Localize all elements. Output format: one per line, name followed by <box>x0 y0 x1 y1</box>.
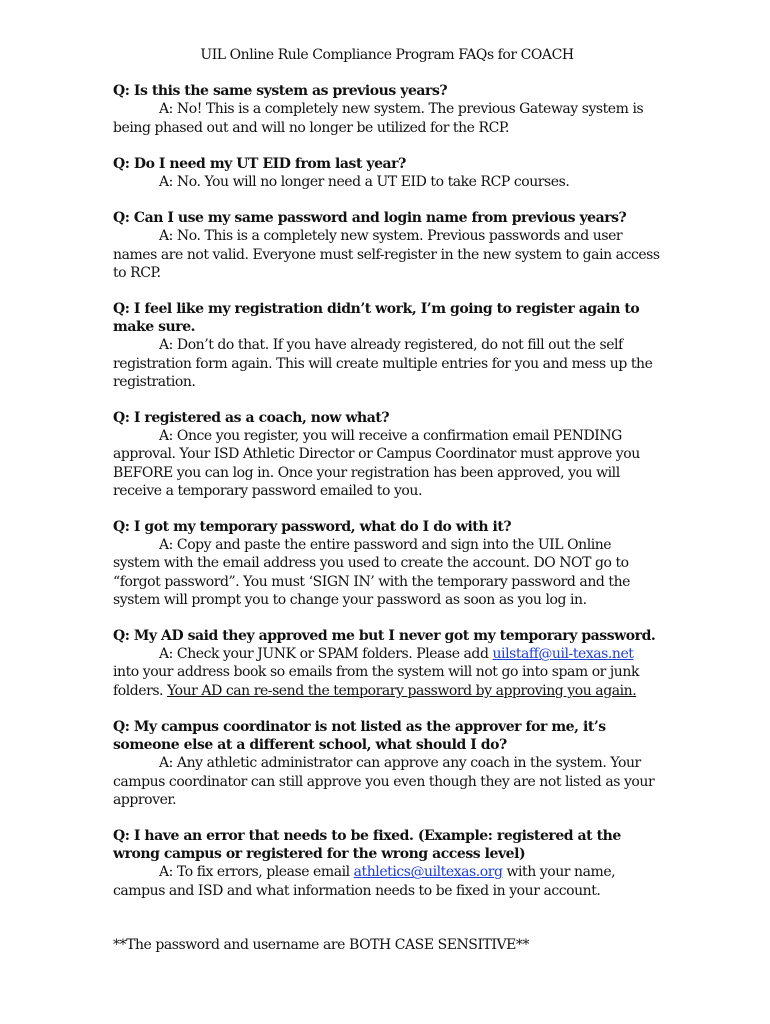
faq-question: Q: Do I need my UT EID from last year? <box>113 155 406 172</box>
faq-question: Q: My AD said they approved me but I never got my temporary password. <box>113 628 656 645</box>
faq-question: Q: Is this the same system as previous years? <box>113 83 448 100</box>
faq-answer: A: Once you register, you will receive a confirmation email PENDING approval. Your ISD Athletic Director or Campus Coordinator must approve you BEFORE you can log in. Once your registration has been approved, you will receive a temporary password emailed to you. <box>113 428 640 499</box>
faq-document <box>113 46 661 968</box>
answer-text: A: Check your JUNK or SPAM folders. Please add <box>159 646 493 663</box>
faq-question: Q: I feel like my registration didn’t work, I’m going to register again to make sure. <box>113 301 640 336</box>
page-title: UIL Online Rule Compliance Program FAQs for COACH <box>200 47 574 63</box>
uilstaff-email-link[interactable]: uilstaff@uil-texas.net <box>492 646 634 663</box>
faq-answer <box>113 863 661 899</box>
underlined-answer-text: Your AD can re-send the temporary password by approving you again. <box>167 682 637 699</box>
faq-question: Q: My campus coordinator is not listed as the approver for me, it’s someone else at a different school, what should I do? <box>113 718 606 754</box>
faq-answer: A: Any athletic administrator can approve any coach in the system. Your campus coordinator can still approve you even though they are not listed as your approver. <box>113 755 655 808</box>
faq-item <box>113 209 661 282</box>
faq-answer: A: No! This is a completely new system. The previous Gateway system is being phased out and will no longer be utilized for the RCP. <box>113 101 644 136</box>
answer-text: with your name, campus and ISD and what information needs to be fixed in your account. <box>113 864 616 899</box>
faq-item <box>113 718 661 809</box>
answer-text: A: To fix errors, please email <box>159 864 354 881</box>
faq-item <box>113 409 661 500</box>
faq-answer: A: No. You will no longer need a UT EID to take RCP courses. <box>159 174 570 191</box>
athletics-email-link[interactable]: athletics@uiltexas.org <box>353 864 503 881</box>
faq-answer: A: Copy and paste the entire password and sign into the UIL Online system with the email address you used to create the account. DO NOT go to “forgot password”. You must ‘SIGN IN’ with the temporary password and the system will prompt you to change your password as soon as you log in. <box>113 537 630 608</box>
faq-question: Q: I registered as a coach, now what? <box>113 410 390 427</box>
faq-item <box>113 827 661 900</box>
faq-question: Q: I got my temporary password, what do I do with it? <box>113 519 512 536</box>
faq-answer: A: Don’t do that. If you have already registered, do not fill out the self registration form again. This will create multiple entries for you and mess up the registration. <box>113 337 653 390</box>
faq-item <box>113 155 661 191</box>
faq-answer <box>113 645 661 700</box>
faq-item <box>113 300 661 391</box>
faq-item <box>113 82 661 137</box>
answer-text: into your address book so emails from the system will not go into spam or junk folders. <box>113 664 639 699</box>
faq-answer: A: No. This is a completely new system. Previous passwords and user names are not valid. Everyone must self-register in the new system to gain access to RCP. <box>113 228 660 281</box>
faq-question: Q: Can I use my same password and login name from previous years? <box>113 210 627 227</box>
faq-question: Q: I have an error that needs to be fixed. (Example: registered at the wrong campus or registered for the wrong access level) <box>113 827 621 863</box>
faq-item <box>113 627 661 700</box>
case-sensitive-note: **The password and username are BOTH CASE SENSITIVE** <box>113 936 530 953</box>
faq-item <box>113 518 661 609</box>
